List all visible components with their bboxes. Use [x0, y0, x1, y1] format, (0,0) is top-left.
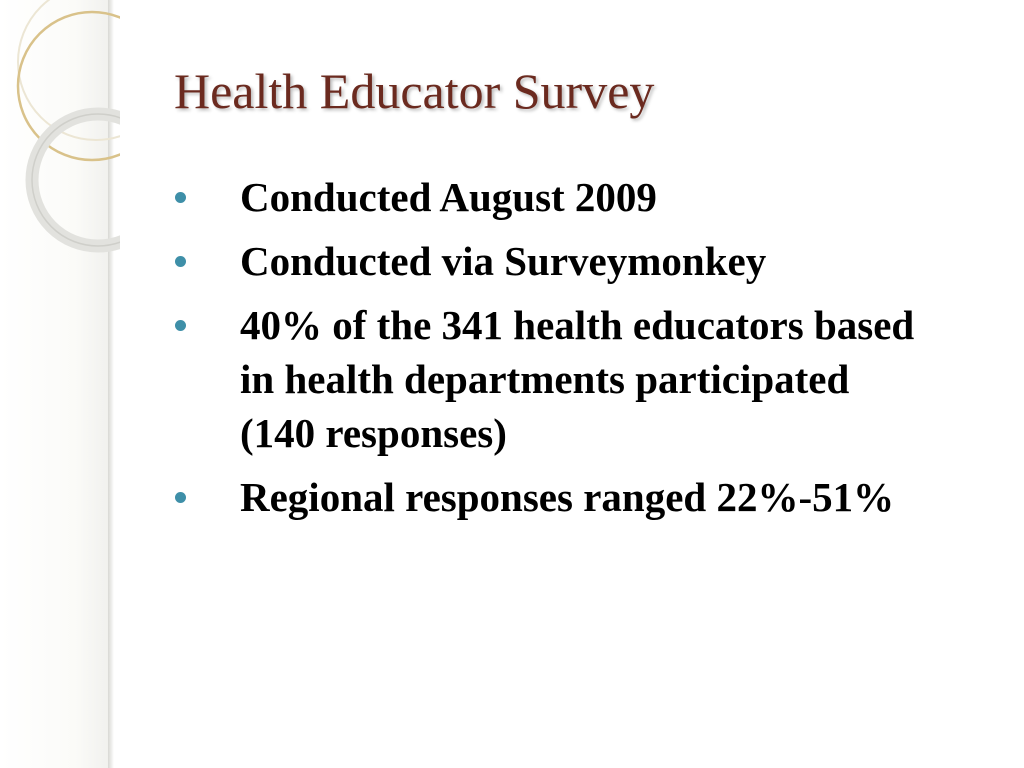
bullet-item	[174, 298, 934, 460]
slide-title: Health Educator Survey	[174, 63, 655, 119]
bullet-text: Conducted via Surveymonkey	[240, 238, 767, 284]
bullet-marker-icon	[175, 320, 186, 331]
bullet-marker-icon	[175, 192, 186, 203]
bullet-item	[174, 170, 934, 224]
bullet-item	[174, 234, 934, 288]
bullet-text: 40% of the 341 health educators based in health departments participated (140 responses)	[240, 302, 915, 456]
bullet-marker-icon	[175, 492, 186, 503]
bullet-marker-icon	[175, 256, 186, 267]
bullet-text: Conducted August 2009	[240, 174, 657, 220]
bullet-list	[174, 170, 934, 534]
bullet-item	[174, 470, 934, 524]
bullet-text: Regional responses ranged 22%-51%	[240, 474, 895, 520]
ring-ornament-icon	[0, 0, 120, 260]
